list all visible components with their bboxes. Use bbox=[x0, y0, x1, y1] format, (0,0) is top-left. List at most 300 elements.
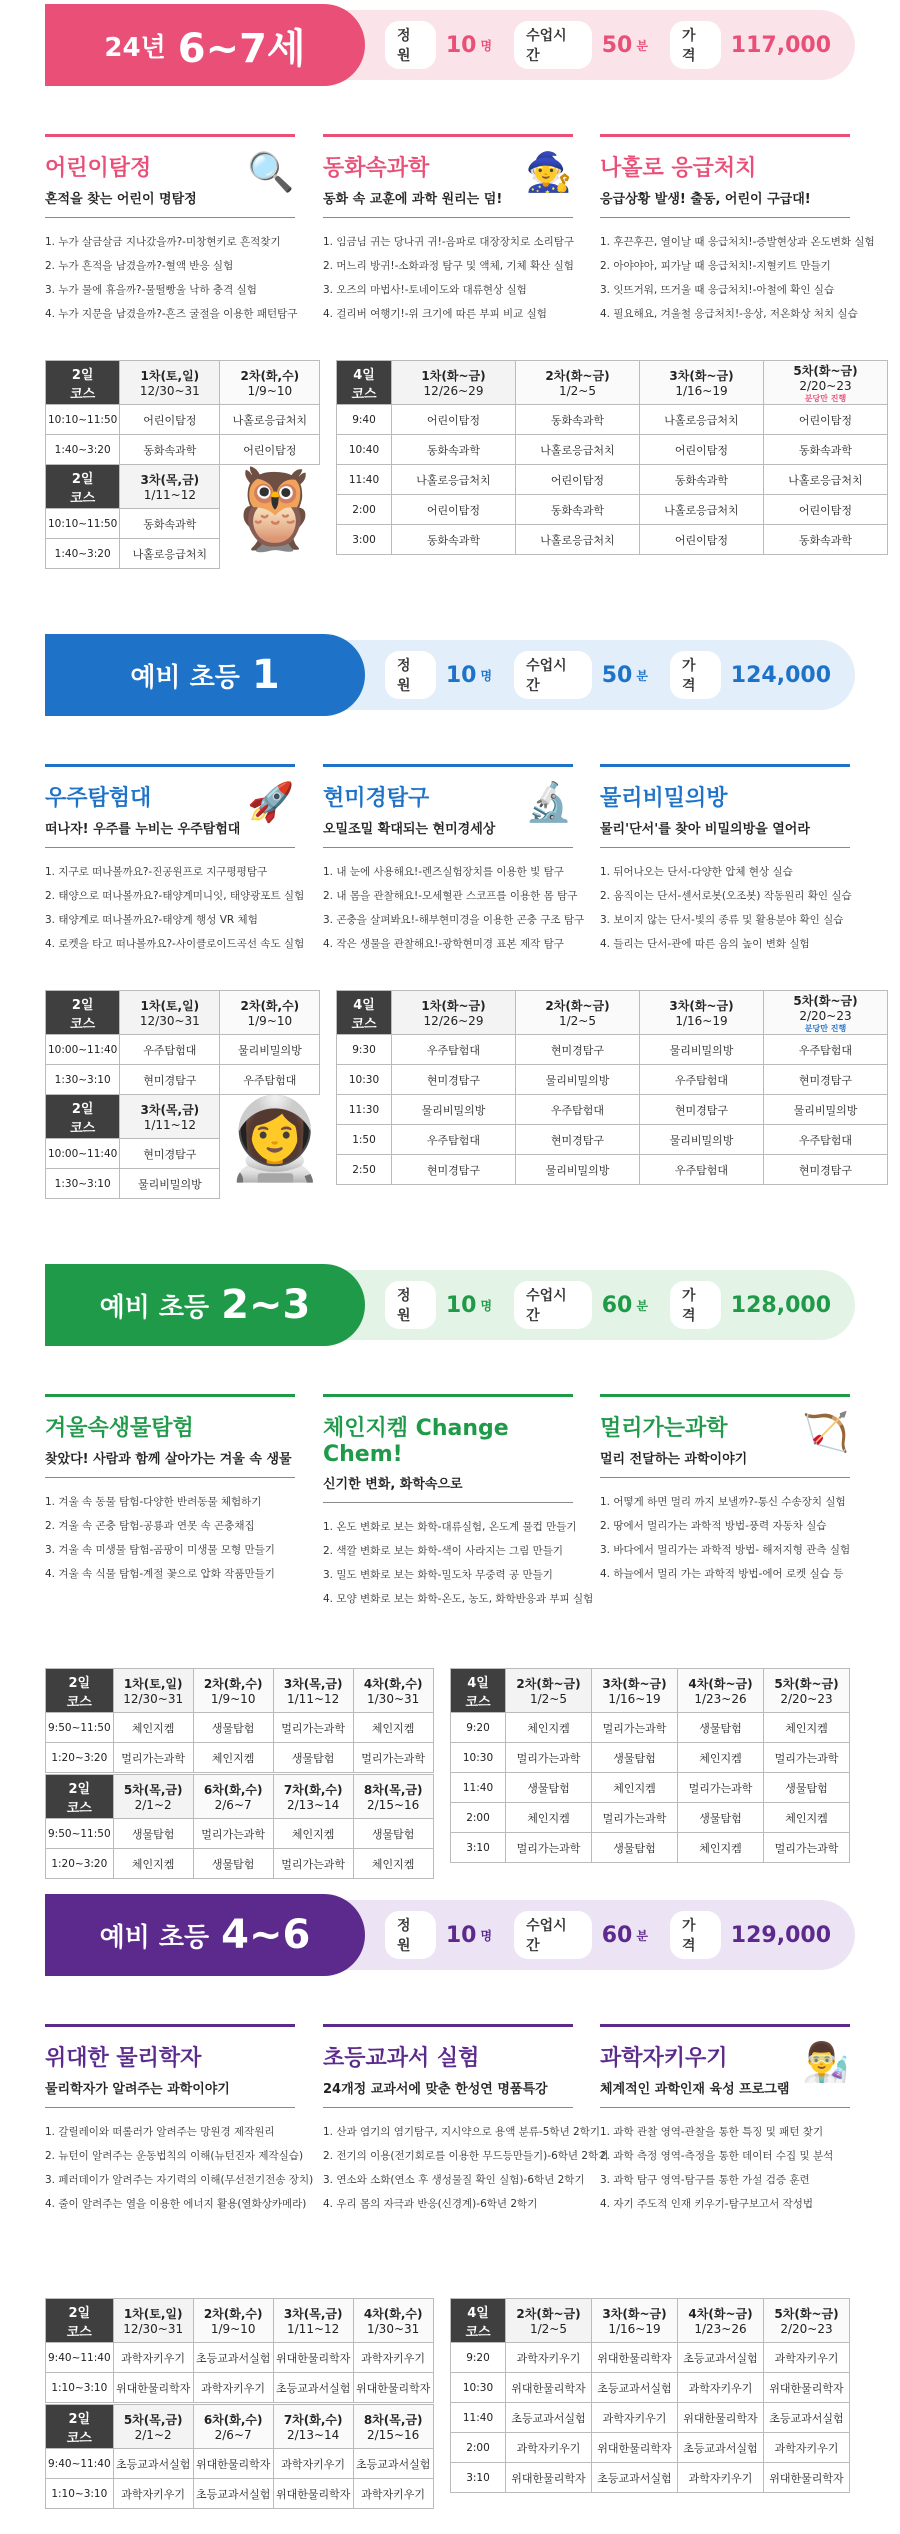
table-row bbox=[451, 1803, 850, 1833]
session-name: 1차(화~금) bbox=[421, 999, 486, 1013]
program-list bbox=[323, 860, 585, 956]
table-row bbox=[451, 2463, 850, 2493]
session-header bbox=[353, 2299, 433, 2343]
session-header bbox=[640, 361, 764, 405]
program-subtitle: 찾았다! 사람과 함께 살아가는 겨울 속 생물 bbox=[45, 1452, 292, 1467]
session-date: 2/20~23 bbox=[799, 1008, 852, 1023]
section-title bbox=[45, 4, 365, 86]
program-item: 2. 과학 측정 영역-측정을 통한 데이터 수집 및 분석 bbox=[600, 2150, 834, 2162]
section-title-big: 4~6 bbox=[221, 1912, 311, 1958]
session-header bbox=[353, 1669, 433, 1713]
section-title-small: 24년 bbox=[104, 32, 166, 63]
class-cell: 물리비밀의방 bbox=[640, 1035, 764, 1065]
session-header bbox=[392, 991, 516, 1035]
class-cell: 체인지켐 bbox=[193, 1743, 273, 1773]
class-cell: 물리비밀의방 bbox=[516, 1065, 640, 1095]
session-header bbox=[678, 2299, 764, 2343]
program-subtitle: 물리학자가 알려주는 과학이야기 bbox=[45, 2082, 230, 2097]
time-cell: 9:20 bbox=[451, 1713, 506, 1743]
class-cell: 체인지켐 bbox=[506, 1713, 592, 1743]
program-item: 2. 내 몸을 관찰해요!-모세혈관 스코프를 이용한 몸 탐구 bbox=[323, 890, 578, 902]
class-cell: 나홀로응급처치 bbox=[764, 465, 888, 495]
program-item: 4. 겨울 속 식물 탐험-계절 꽃으로 압화 작품만들기 bbox=[45, 1568, 275, 1580]
info-label: 수업시간 bbox=[514, 1281, 592, 1329]
class-cell: 나홀로응급처치 bbox=[516, 435, 640, 465]
time-cell: 3:00 bbox=[337, 525, 392, 555]
table-row bbox=[46, 539, 220, 569]
class-cell: 과학자키우기 bbox=[193, 2373, 273, 2403]
program-item: 1. 갈릴레이와 떠롤러가 알려주는 망원경 제작원리 bbox=[45, 2126, 275, 2138]
class-cell: 동화속과학 bbox=[640, 465, 764, 495]
session-date: 1/9~10 bbox=[247, 1014, 293, 1028]
class-cell: 과학자키우기 bbox=[678, 2463, 764, 2493]
program-item: 1. 어떻게 하면 멀리 까지 보낼까?-통신 수송장치 실험 bbox=[600, 1496, 846, 1508]
program-list bbox=[45, 230, 298, 326]
class-cell: 위대한물리학자 bbox=[764, 2463, 850, 2493]
time-cell: 1:20~3:20 bbox=[46, 1743, 114, 1773]
time-cell: 10:00~11:40 bbox=[46, 1035, 120, 1065]
program-card bbox=[45, 134, 298, 326]
time-cell: 9:50~11:50 bbox=[46, 1819, 114, 1849]
session-date: 12/30~31 bbox=[139, 1014, 200, 1028]
session-name: 8차(목,금) bbox=[363, 1783, 423, 1797]
class-cell: 멀리가는과학 bbox=[678, 1773, 764, 1803]
class-cell: 현미경탐구 bbox=[640, 1095, 764, 1125]
class-cell: 어린이탐정 bbox=[516, 465, 640, 495]
table-row bbox=[46, 509, 220, 539]
info-bar bbox=[345, 10, 855, 80]
class-cell: 어린이탐정 bbox=[392, 405, 516, 435]
schedule-table bbox=[45, 990, 320, 1095]
session-date: 2/15~16 bbox=[367, 2428, 420, 2442]
class-cell: 멀리가는과학 bbox=[193, 1819, 273, 1849]
schedule-table bbox=[45, 1668, 434, 1773]
class-cell: 멀리가는과학 bbox=[113, 1743, 193, 1773]
session-date: 2/1~2 bbox=[134, 1798, 172, 1812]
session-date: 1/30~31 bbox=[367, 1692, 420, 1706]
class-cell: 우주탐험대 bbox=[120, 1035, 220, 1065]
session-date: 1/11~12 bbox=[143, 1118, 196, 1132]
program-subtitle: 멀리 전달하는 과학이야기 bbox=[600, 1452, 748, 1467]
session-header bbox=[113, 1669, 193, 1713]
divider bbox=[600, 2107, 850, 2108]
class-cell: 체인지켐 bbox=[113, 1849, 193, 1879]
program-subtitle: 떠나자! 우주를 누비는 우주탐험대 bbox=[45, 822, 241, 837]
course-label: 2일 코스 bbox=[46, 2405, 114, 2449]
program-list bbox=[323, 230, 573, 326]
table-header-row bbox=[46, 2405, 434, 2449]
section-title-big: 2~3 bbox=[221, 1282, 311, 1328]
program-item: 4. 로켓을 타고 떠나볼까요?-사이클로이드곡선 속도 실험 bbox=[45, 938, 305, 950]
class-cell: 멀리가는과학 bbox=[764, 1743, 850, 1773]
program-item: 2. 누가 흔적을 남겼을까?-혈액 반응 실험 bbox=[45, 260, 234, 272]
class-cell: 위대한물리학자 bbox=[193, 2449, 273, 2479]
program-item: 3. 오즈의 마법사!-토네이도와 대류현상 실험 bbox=[323, 284, 527, 296]
table-header-row bbox=[451, 2299, 850, 2343]
program-title: 체인지켐 Change Chem! bbox=[323, 1416, 509, 1467]
class-cell: 물리비밀의방 bbox=[120, 1169, 220, 1199]
session-date: 1/16~19 bbox=[608, 1692, 661, 1706]
divider bbox=[323, 1502, 573, 1503]
session-name: 2차(화,수) bbox=[203, 1677, 263, 1691]
divider bbox=[600, 1477, 850, 1478]
session-date: 1/11~12 bbox=[143, 488, 196, 502]
info-value: 10 bbox=[445, 662, 477, 688]
program-card bbox=[45, 2024, 314, 2216]
class-cell: 어린이탐정 bbox=[220, 435, 320, 465]
time-cell: 1:10~3:10 bbox=[46, 2479, 114, 2509]
session-name: 2차(화~금) bbox=[516, 2307, 581, 2321]
time-cell: 3:10 bbox=[451, 2463, 506, 2493]
session-header bbox=[113, 1775, 193, 1819]
section-title-small: 예비 초등 bbox=[130, 662, 240, 693]
class-cell: 위대한물리학자 bbox=[764, 2373, 850, 2403]
session-date: 1/9~10 bbox=[210, 1692, 256, 1706]
session-date: 1/11~12 bbox=[287, 2322, 340, 2336]
class-cell: 위대한물리학자 bbox=[353, 2373, 433, 2403]
time-cell: 2:00 bbox=[337, 495, 392, 525]
session-date: 1/9~10 bbox=[210, 2322, 256, 2336]
schedule-table bbox=[450, 2298, 850, 2493]
session-date: 1/30~31 bbox=[367, 2322, 420, 2336]
class-cell: 우주탐험대 bbox=[640, 1155, 764, 1185]
program-title: 멀리가는과학 bbox=[600, 1416, 728, 1441]
section-title bbox=[45, 1894, 365, 1976]
program-subtitle: 오밀조밀 확대되는 현미경세상 bbox=[323, 822, 496, 837]
table-row bbox=[46, 2373, 434, 2403]
program-subtitle: 물리'단서'를 찾아 비밀의방을 열어라 bbox=[600, 822, 810, 837]
info-label: 정원 bbox=[385, 1911, 436, 1959]
class-cell: 과학자키우기 bbox=[113, 2343, 193, 2373]
class-cell: 동화속과학 bbox=[764, 525, 888, 555]
program-item: 3. 태양계로 떠나볼까요?-태양계 행성 VR 체험 bbox=[45, 914, 258, 926]
class-cell: 초등교과서실험 bbox=[592, 2373, 678, 2403]
table-header-row bbox=[46, 2299, 434, 2343]
program-title: 겨울속생물탐험 bbox=[45, 1416, 194, 1441]
course-label: 2일 코스 bbox=[46, 1095, 120, 1139]
schedule-table bbox=[450, 1668, 850, 1863]
schedule-table bbox=[336, 990, 888, 1185]
time-cell: 2:00 bbox=[451, 1803, 506, 1833]
class-cell: 동화속과학 bbox=[516, 405, 640, 435]
program-item: 3. 곤충을 살펴봐요!-해부현미경을 이용한 곤충 구조 탐구 bbox=[323, 914, 585, 926]
class-cell: 동화속과학 bbox=[392, 525, 516, 555]
class-cell: 현미경탐구 bbox=[120, 1065, 220, 1095]
program-card bbox=[600, 134, 875, 326]
program-item: 4. 모양 변화로 보는 화학-온도, 농도, 화학반응과 부피 실험 bbox=[323, 1593, 594, 1605]
session-header bbox=[120, 465, 220, 509]
session-name: 1차(토,일) bbox=[123, 1677, 183, 1691]
program-title: 동화속과학 bbox=[323, 156, 430, 181]
session-name: 8차(목,금) bbox=[363, 2413, 423, 2427]
program-item: 2. 머느리 방귀!-소화과정 탐구 및 액체, 기체 확산 실험 bbox=[323, 260, 574, 272]
class-cell: 과학자키우기 bbox=[353, 2479, 433, 2509]
table-header-row bbox=[451, 1669, 850, 1713]
witch-icon: 🧙 bbox=[525, 149, 573, 194]
session-name: 1차(토,일) bbox=[123, 2307, 183, 2321]
table-row bbox=[337, 525, 888, 555]
time-cell: 1:30~3:10 bbox=[46, 1169, 120, 1199]
section-title-small: 예비 초등 bbox=[99, 1292, 210, 1323]
class-cell: 생물탐험 bbox=[506, 1773, 592, 1803]
session-date: 1/2~5 bbox=[558, 384, 596, 398]
class-cell: 현미경탐구 bbox=[392, 1065, 516, 1095]
session-name: 6차(화,수) bbox=[203, 2413, 263, 2427]
program-title: 과학자키우기 bbox=[600, 2046, 728, 2071]
program-item: 1. 후끈후끈, 열이날 때 응급처치!-증발현상과 온도변화 실험 bbox=[600, 236, 875, 248]
section-header bbox=[45, 634, 855, 716]
program-title: 위대한 물리학자 bbox=[45, 2046, 202, 2071]
class-cell: 위대한물리학자 bbox=[592, 2433, 678, 2463]
time-cell: 11:40 bbox=[451, 1773, 506, 1803]
class-cell: 어린이탐정 bbox=[764, 495, 888, 525]
session-header bbox=[516, 361, 640, 405]
program-item: 1. 누가 살금살금 지나갔을까?-미창현키로 흔적찾기 bbox=[45, 236, 281, 248]
info-value: 60 bbox=[601, 1292, 633, 1318]
session-name: 2차(화~금) bbox=[545, 999, 610, 1013]
class-cell: 멀리가는과학 bbox=[592, 1713, 678, 1743]
program-item: 3. 연소와 소화(연소 후 생성물질 확인 실험)-6학년 2학기 bbox=[323, 2174, 585, 2186]
program-item: 2. 색깔 변화로 보는 화학-색이 사라지는 그림 만들기 bbox=[323, 1545, 564, 1557]
table-row bbox=[451, 1833, 850, 1863]
program-card bbox=[323, 1394, 594, 1611]
program-list bbox=[45, 1490, 295, 1586]
session-name: 2차(화,수) bbox=[240, 999, 300, 1013]
program-list bbox=[45, 2120, 314, 2216]
class-cell: 어린이탐정 bbox=[764, 405, 888, 435]
program-section bbox=[0, 1264, 900, 1904]
program-card bbox=[45, 764, 305, 956]
class-cell: 초등교과서실험 bbox=[592, 2463, 678, 2493]
class-cell: 초등교과서실험 bbox=[678, 2433, 764, 2463]
program-item: 4. 누가 지문을 남겼을까?-흔즈 굴절을 이용한 패턴탐구 bbox=[45, 308, 298, 320]
session-header bbox=[764, 361, 888, 405]
class-cell: 위대한물리학자 bbox=[273, 2479, 353, 2509]
session-name: 1차(화~금) bbox=[421, 369, 486, 383]
program-list bbox=[323, 1515, 594, 1611]
program-list bbox=[45, 860, 305, 956]
time-cell: 11:40 bbox=[451, 2403, 506, 2433]
time-cell: 2:00 bbox=[451, 2433, 506, 2463]
session-name: 3차(목,금) bbox=[140, 473, 200, 487]
program-list bbox=[600, 2120, 850, 2216]
session-header bbox=[592, 1669, 678, 1713]
time-cell: 9:40~11:40 bbox=[46, 2449, 114, 2479]
program-subtitle: 신기한 변화, 화학속으로 bbox=[323, 1477, 463, 1492]
session-header bbox=[193, 1775, 273, 1819]
class-cell: 체인지켐 bbox=[764, 1713, 850, 1743]
class-cell: 나홀로응급처치 bbox=[220, 405, 320, 435]
class-cell: 생물탐험 bbox=[678, 1713, 764, 1743]
program-item: 4. 필요해요, 겨울철 응급처치!-응상, 저온화상 처치 실습 bbox=[600, 308, 858, 320]
table-row bbox=[337, 1155, 888, 1185]
divider bbox=[45, 1477, 295, 1478]
class-cell: 물리비밀의방 bbox=[516, 1155, 640, 1185]
program-item: 2. 뉴턴이 알려주는 운동법칙의 이해(뉴턴진자 제작실습) bbox=[45, 2150, 304, 2162]
program-list bbox=[600, 230, 875, 326]
course-label: 4일 코스 bbox=[337, 361, 392, 405]
session-date: 2/6~7 bbox=[214, 1798, 252, 1812]
course-label: 2일 코스 bbox=[46, 1669, 114, 1713]
table-row bbox=[337, 405, 888, 435]
class-cell: 생물탐험 bbox=[113, 1819, 193, 1849]
divider bbox=[323, 847, 573, 848]
session-header bbox=[120, 1095, 220, 1139]
session-name: 3차(목,금) bbox=[283, 2307, 343, 2321]
rocket-icon: 🚀 bbox=[247, 779, 295, 824]
program-item: 1. 과학 관찰 영역-관찰을 통한 특징 및 패턴 찾기 bbox=[600, 2126, 824, 2138]
session-date: 2/6~7 bbox=[214, 2428, 252, 2442]
info-unit: 명 bbox=[480, 38, 493, 53]
schedule-table bbox=[45, 2298, 434, 2403]
info-label: 가격 bbox=[670, 1911, 721, 1959]
magnifier-icon: 🔍 bbox=[247, 149, 295, 194]
session-date: 12/26~29 bbox=[423, 1014, 484, 1028]
session-name: 6차(화,수) bbox=[203, 1783, 263, 1797]
info-unit: 명 bbox=[480, 1928, 493, 1943]
program-subtitle: 체계적인 과학인재 육성 프로그램 bbox=[600, 2082, 790, 2097]
table-row bbox=[46, 1035, 320, 1065]
session-date: 2/20~23 bbox=[780, 1692, 833, 1706]
session-header bbox=[678, 1669, 764, 1713]
info-label: 정원 bbox=[385, 651, 436, 699]
info-bar bbox=[345, 1270, 855, 1340]
class-cell: 생물탐험 bbox=[193, 1713, 273, 1743]
session-header bbox=[592, 2299, 678, 2343]
class-cell: 우주탐험대 bbox=[764, 1125, 888, 1155]
program-item: 3. 밀도 변화로 보는 화학-밀도차 무중력 공 만들기 bbox=[323, 1569, 553, 1581]
course-label: 2일 코스 bbox=[46, 1775, 114, 1819]
session-name: 5차(목,금) bbox=[123, 2413, 183, 2427]
time-cell: 10:30 bbox=[451, 2373, 506, 2403]
table-row bbox=[46, 1169, 220, 1199]
class-cell: 현미경탐구 bbox=[764, 1155, 888, 1185]
session-header bbox=[120, 361, 220, 405]
table-header-row bbox=[46, 1095, 220, 1139]
class-cell: 과학자키우기 bbox=[592, 2403, 678, 2433]
session-name: 4차(화,수) bbox=[363, 2307, 423, 2321]
class-cell: 현미경탐구 bbox=[120, 1139, 220, 1169]
course-label: 2일 코스 bbox=[46, 465, 120, 509]
class-cell: 체인지켐 bbox=[678, 1833, 764, 1863]
program-title: 나홀로 응급처치 bbox=[600, 156, 757, 181]
time-cell: 1:30~3:10 bbox=[46, 1065, 120, 1095]
divider bbox=[323, 2107, 573, 2108]
class-cell: 현미경탐구 bbox=[764, 1065, 888, 1095]
class-cell: 나홀로응급처치 bbox=[392, 465, 516, 495]
table-header-row bbox=[337, 361, 888, 405]
session-header bbox=[764, 991, 888, 1035]
class-cell: 멀리가는과학 bbox=[353, 1743, 433, 1773]
table-header-row bbox=[46, 361, 320, 405]
section-title bbox=[45, 1264, 365, 1346]
class-cell: 과학자키우기 bbox=[678, 2373, 764, 2403]
table-row bbox=[451, 2433, 850, 2463]
section-title bbox=[45, 634, 365, 716]
session-date: 1/2~5 bbox=[558, 1014, 596, 1028]
class-cell: 체인지켐 bbox=[592, 1773, 678, 1803]
class-cell: 나홀로응급처치 bbox=[516, 525, 640, 555]
section-title-big: 1 bbox=[251, 652, 280, 698]
class-cell: 멀리가는과학 bbox=[506, 1833, 592, 1863]
class-cell: 나홀로응급처치 bbox=[640, 495, 764, 525]
program-item: 2. 땅에서 멀리가는 과학적 방법-풍력 자동차 실습 bbox=[600, 1520, 827, 1532]
divider bbox=[323, 217, 573, 218]
course-label: 4일 코스 bbox=[451, 2299, 506, 2343]
class-cell: 과학자키우기 bbox=[113, 2479, 193, 2509]
class-cell: 멀리가는과학 bbox=[273, 1849, 353, 1879]
class-cell: 동화속과학 bbox=[120, 509, 220, 539]
table-row bbox=[451, 2343, 850, 2373]
program-card bbox=[323, 764, 585, 956]
program-subtitle: 혼적을 찾는 어린이 명탐정 bbox=[45, 192, 197, 207]
course-label: 2일 코스 bbox=[46, 991, 120, 1035]
time-cell: 2:50 bbox=[337, 1155, 392, 1185]
table-row bbox=[451, 1773, 850, 1803]
session-name: 1차(토,일) bbox=[140, 999, 200, 1013]
program-list bbox=[600, 1490, 850, 1586]
class-cell: 생물탐험 bbox=[678, 1803, 764, 1833]
session-header bbox=[220, 991, 320, 1035]
class-cell: 물리비밀의방 bbox=[392, 1095, 516, 1125]
program-item: 4. 작은 생물을 관찰해요!-광학현미경 표본 제작 탐구 bbox=[323, 938, 564, 950]
info-value: 60 bbox=[601, 1922, 633, 1948]
session-date: 1/16~19 bbox=[608, 2322, 661, 2336]
class-cell: 동화속과학 bbox=[764, 435, 888, 465]
class-cell: 현미경탐구 bbox=[516, 1035, 640, 1065]
program-subtitle: 24개정 교과서에 맞춘 한성연 명품특강 bbox=[323, 2082, 548, 2097]
info-label: 가격 bbox=[670, 21, 721, 69]
session-date: 2/13~14 bbox=[287, 1798, 340, 1812]
divider bbox=[45, 847, 295, 848]
table-row bbox=[451, 1713, 850, 1743]
session-name: 4차(화~금) bbox=[688, 2307, 753, 2321]
catapult-icon: 🏹 bbox=[802, 1409, 850, 1454]
session-name: 5차(화~금) bbox=[793, 363, 858, 378]
session-date: 1/9~10 bbox=[247, 384, 293, 398]
class-cell: 생물탐험 bbox=[592, 1743, 678, 1773]
table-header-row bbox=[46, 1775, 434, 1819]
program-item: 3. 누가 물에 휴을까?-물떨빵울 낙하 충격 실험 bbox=[45, 284, 257, 296]
table-row bbox=[46, 1849, 434, 1879]
session-header bbox=[120, 991, 220, 1035]
class-cell: 나홀로응급처치 bbox=[640, 405, 764, 435]
class-cell: 과학자키우기 bbox=[764, 2433, 850, 2463]
info-unit: 분 bbox=[636, 1298, 648, 1313]
class-cell: 물리비밀의방 bbox=[220, 1035, 320, 1065]
time-cell: 10:30 bbox=[337, 1065, 392, 1095]
class-cell: 초등교과서실험 bbox=[193, 2343, 273, 2373]
info-unit: 명 bbox=[480, 668, 493, 683]
session-date: 1/23~26 bbox=[694, 2322, 747, 2336]
table-row bbox=[337, 1125, 888, 1155]
class-cell: 우주탐험대 bbox=[392, 1125, 516, 1155]
session-name: 7차(화,수) bbox=[283, 1783, 343, 1797]
program-subtitle: 동화 속 교훈에 과학 원리는 덤! bbox=[323, 192, 503, 207]
session-header bbox=[764, 1669, 850, 1713]
table-row bbox=[46, 1819, 434, 1849]
table-row bbox=[46, 2343, 434, 2373]
microscope-icon: 🔬 bbox=[525, 779, 573, 824]
session-name: 2차(화~금) bbox=[545, 369, 610, 383]
program-item: 3. 보이지 않는 단서-빛의 종류 및 활용분야 확인 실습 bbox=[600, 914, 844, 926]
table-row bbox=[451, 1743, 850, 1773]
session-date: 2/20~23 bbox=[799, 378, 852, 393]
session-header bbox=[353, 1775, 433, 1819]
session-date: 12/26~29 bbox=[423, 384, 484, 398]
session-date: 1/2~5 bbox=[529, 1692, 567, 1706]
program-item: 3. 잇뜨거워, 뜨거울 때 응급처치!-아철에 확인 실습 bbox=[600, 284, 835, 296]
